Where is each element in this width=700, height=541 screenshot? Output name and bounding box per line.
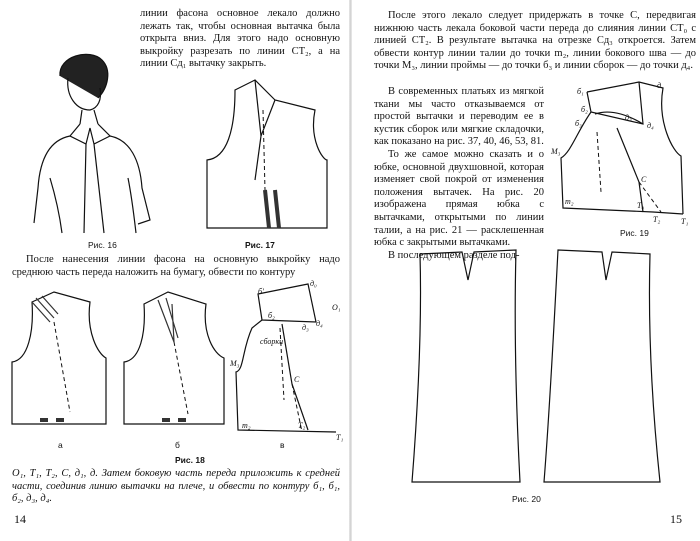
fig19-label-d: д [657,81,662,90]
fig19-label-b1: б₁ [577,87,584,96]
right-text-block [374,10,696,73]
fig18-label-c: C [294,375,300,384]
left-page-number: 14 [14,512,26,526]
fig19-label-t1: T₁ [681,217,689,226]
right-text-column [374,86,544,262]
fig17-diagram [205,80,335,230]
fig18-label-b2: б₂ [268,311,275,320]
fig18-label-d4: д₄ [316,319,323,328]
fig18-label-m2: m₂ [242,421,251,430]
fig19-caption: Рис. 19 [620,228,649,238]
fig18-label-t1: T₁ [336,433,344,442]
fig19-label-t2: T₂ [653,215,661,224]
fig19-label-d4: д₄ [647,121,654,130]
right-paragraph-2: В современных платьях из мягкой ткани мы часто отказываемся от простой вытачки и переводим ее в кустик сборок или мягкие складочки, как показано на рис. 37, 40, 46, 53, 81. [374,86,544,148]
fig18a-diagram [10,292,110,427]
fig18-label-t2: T₂ [298,421,306,430]
fig19-label-t0: T₀ [637,201,645,210]
fig18-label-o1: O₁ [332,303,341,312]
fig19-label-m2: m₂ [565,197,574,206]
fig18c-diagram [232,280,347,440]
fig19-label-c: C [641,175,647,184]
fig19-label-d3: д₃ [625,113,632,122]
right-page [352,0,700,541]
fig19-label-m3: M₃ [551,147,561,156]
fig19-label-b2: б₂ [581,105,588,114]
fig18-label-d3: д₃ [302,323,309,332]
left-top-text: линии фасона основное лекало должно лежать так, чтобы основная вытачка была открыта вниз. Для этого надо основную выкройку разрезать по линии CT₂, а на линии Cд₁ вытачку закрыть. [140,8,340,70]
fig18-sub-a: а [58,440,63,450]
fig16-caption: Рис. 16 [88,240,117,250]
fig18-caption: Рис. 18 [175,455,205,465]
fig20-caption: Рис. 20 [512,494,541,504]
right-paragraph-3: То же самое можно сказать и о юбке, основной двухшовной, которая изменяет свой покрой от изменения положения вытачек. На рис. 20 изображена прямая юбка с вытачками, открытыми по линии талии, а на рис. 21 — расклешенная юбка с закрытыми вытачками. [374,148,544,249]
fig19-label-b3: б₃ [575,119,582,128]
fig18-label-m3: M₃ [230,359,240,368]
fig18-sub-b: б [175,440,180,450]
fig18-sub-c: в [280,440,285,450]
fig19-diagram [551,81,692,227]
right-page-number: 15 [670,512,682,526]
right-paragraph-1: После этого лекало следует придержать в точке C, передвигая нижнюю часть лекала боковой части переда до слияния линии CT₀ с линией CT₂. В результате вытачка на отрезке Cд₃ откроется. Затем обвести контур линии талии до точки m₂, линии бокового шва — до точки M₃, линии проймы — до точки б₃ и линии сборок — до точки д₄. [374,10,696,72]
right-paragraph-4: В последующем разделе под- [388,249,520,261]
left-bottom-text: O₁, T₁, T₂, C, д₁, д. Затем боковую часть переда приложить к средней части, соединив линию вытачки на плече, и обвести по контуру б₁, б₁, б₂, д₃, д₄. [12,468,340,505]
fig18-label-d0: д₀ [310,279,317,288]
fig18b-diagram [122,292,227,427]
fig18-label-sborki: сборки [260,337,284,346]
left-middle-text: После нанесения линии фасона на основную выкройку надо среднюю часть переда наложить на бумагу, обвести по контуру [12,254,340,278]
fig20-diagram [412,246,662,486]
fig16-illustration [20,48,170,233]
fig18-label-b1: б' [258,287,264,296]
fig17-caption: Рис. 17 [245,240,275,250]
